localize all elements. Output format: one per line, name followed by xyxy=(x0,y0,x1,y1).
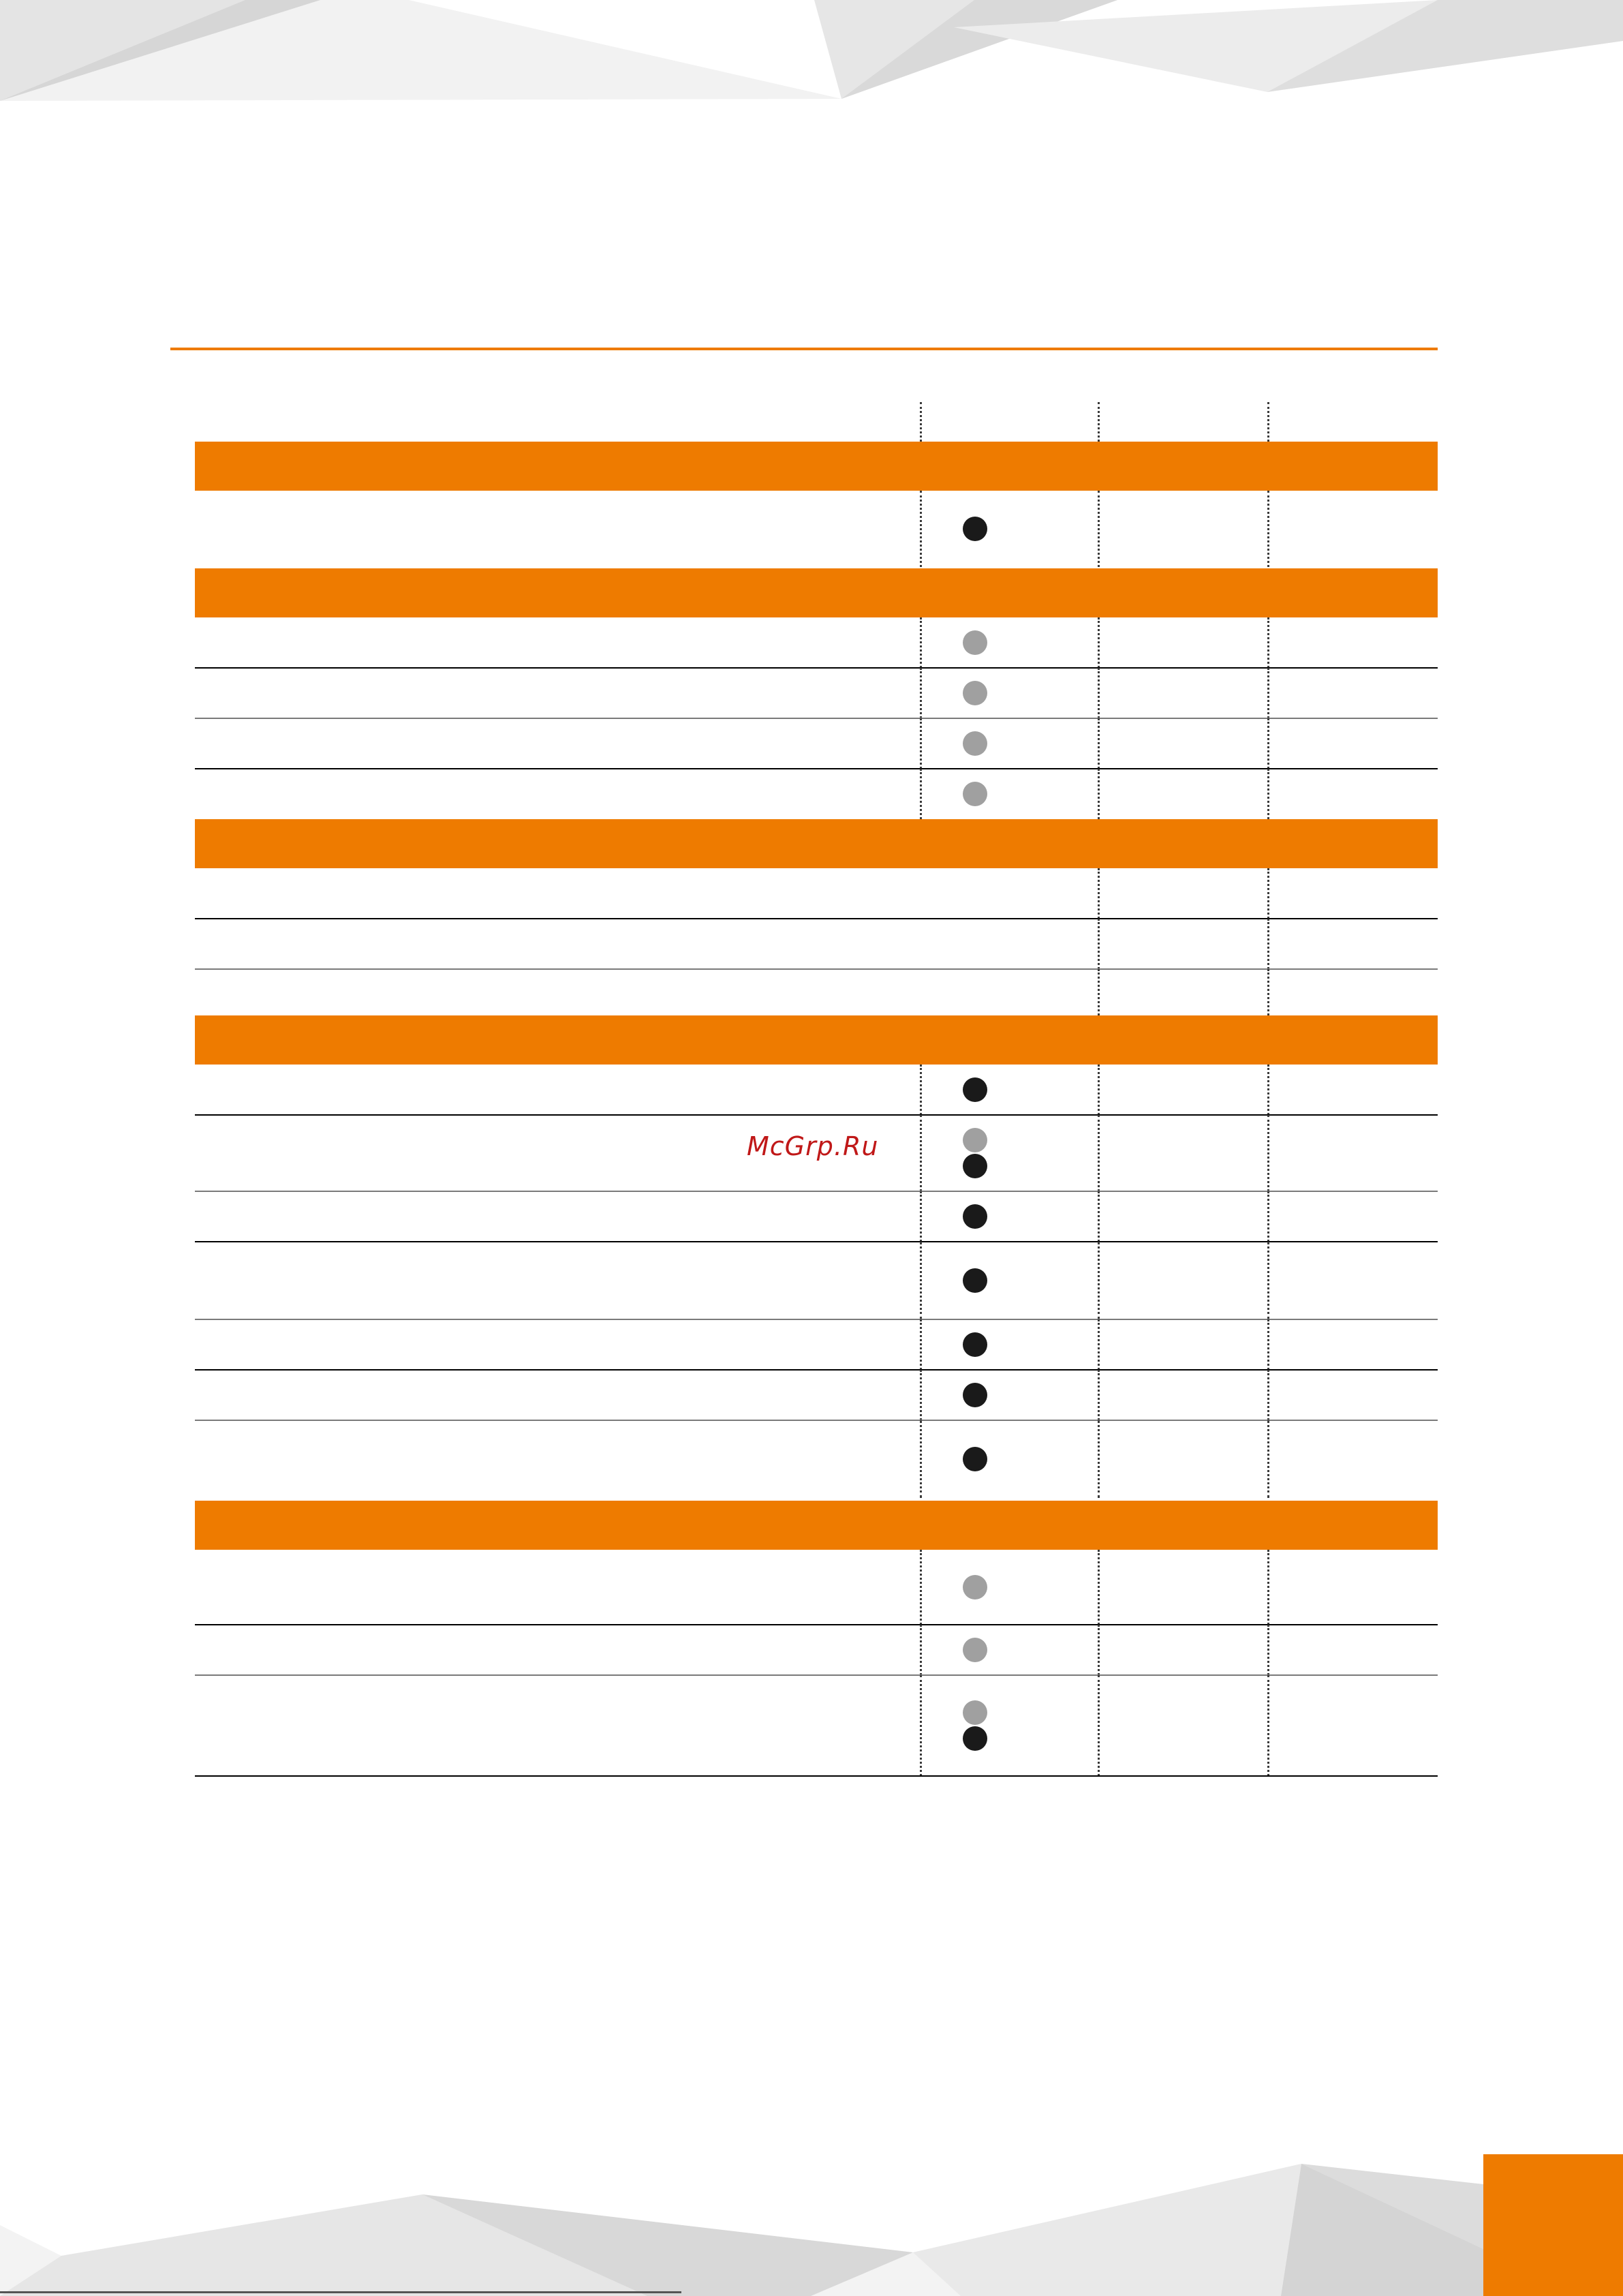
column-divider xyxy=(920,1115,922,1191)
column-divider xyxy=(1267,1242,1269,1319)
header-rule xyxy=(170,348,1438,350)
column-divider xyxy=(1098,769,1100,819)
row-separator xyxy=(195,1191,1438,1192)
row-separator xyxy=(195,768,1438,769)
column-divider xyxy=(1098,1191,1100,1242)
section-band-section-5 xyxy=(195,1501,1438,1550)
row-separator xyxy=(195,1369,1438,1371)
row-separator xyxy=(195,1319,1438,1320)
row-separator xyxy=(195,968,1438,970)
column-divider xyxy=(920,769,922,819)
column-divider xyxy=(1267,1191,1269,1242)
column-divider xyxy=(1098,491,1100,567)
column-divider xyxy=(1098,1625,1100,1675)
optional-dot xyxy=(963,1638,987,1662)
column-divider-col-1-header xyxy=(920,402,922,442)
row-separator xyxy=(195,1674,1438,1676)
included-dot xyxy=(963,1383,987,1407)
column-divider xyxy=(1267,1370,1269,1420)
optional-dot xyxy=(963,782,987,806)
column-divider xyxy=(1098,1420,1100,1498)
optional-dot xyxy=(963,630,987,655)
column-divider xyxy=(1267,919,1269,969)
row-separator xyxy=(195,667,1438,669)
row-separator xyxy=(195,1114,1438,1116)
column-divider xyxy=(1098,718,1100,769)
included-dot xyxy=(963,1077,987,1102)
column-divider xyxy=(1267,969,1269,1020)
column-divider xyxy=(920,668,922,718)
column-divider xyxy=(1267,769,1269,819)
column-divider xyxy=(1267,1420,1269,1498)
optional-dot xyxy=(963,731,987,756)
column-divider xyxy=(920,1370,922,1420)
included-dot xyxy=(963,1154,987,1178)
column-divider xyxy=(1267,1675,1269,1776)
column-divider xyxy=(1267,1319,1269,1370)
column-divider xyxy=(920,1319,922,1370)
included-dot xyxy=(963,1447,987,1471)
column-divider xyxy=(1098,969,1100,1020)
section-band-section-1 xyxy=(195,442,1438,491)
column-divider xyxy=(920,1550,922,1625)
row-separator xyxy=(195,1775,1438,1777)
column-divider xyxy=(1098,868,1100,919)
section-band-section-2 xyxy=(195,568,1438,617)
section-band-section-3 xyxy=(195,819,1438,868)
row-separator xyxy=(195,1624,1438,1625)
included-dot xyxy=(963,1332,987,1357)
included-dot xyxy=(963,517,987,541)
optional-dot xyxy=(963,1128,987,1152)
column-divider xyxy=(920,1420,922,1498)
column-divider xyxy=(920,1242,922,1319)
column-divider xyxy=(920,1191,922,1242)
page-corner-tab xyxy=(1483,2154,1623,2296)
column-divider xyxy=(920,1625,922,1675)
optional-dot xyxy=(963,681,987,705)
column-divider xyxy=(1267,1115,1269,1191)
column-divider xyxy=(1267,617,1269,668)
column-divider xyxy=(1098,668,1100,718)
column-divider xyxy=(920,491,922,567)
column-divider xyxy=(1267,668,1269,718)
optional-dot xyxy=(963,1575,987,1599)
column-divider xyxy=(920,1065,922,1115)
column-divider-col-2-header xyxy=(1098,402,1100,442)
row-separator xyxy=(195,1420,1438,1421)
column-divider xyxy=(1267,1065,1269,1115)
column-divider xyxy=(920,617,922,668)
column-divider xyxy=(1098,1550,1100,1625)
column-divider xyxy=(1267,718,1269,769)
watermark: McGrp.Ru xyxy=(747,1131,879,1161)
column-divider xyxy=(920,1675,922,1776)
column-divider xyxy=(1098,1675,1100,1776)
column-divider xyxy=(1098,919,1100,969)
column-divider xyxy=(1267,1625,1269,1675)
column-divider xyxy=(1098,1065,1100,1115)
row-separator xyxy=(195,918,1438,919)
included-dot xyxy=(963,1268,987,1293)
column-divider xyxy=(1098,1242,1100,1319)
row-separator xyxy=(195,1241,1438,1242)
column-divider-col-3-header xyxy=(1267,402,1269,442)
column-divider xyxy=(1098,1115,1100,1191)
column-divider xyxy=(1098,1319,1100,1370)
column-divider xyxy=(1267,491,1269,567)
column-divider xyxy=(1098,617,1100,668)
optional-dot xyxy=(963,1700,987,1725)
included-dot xyxy=(963,1726,987,1751)
column-divider xyxy=(1098,1370,1100,1420)
included-dot xyxy=(963,1204,987,1229)
row-separator xyxy=(195,718,1438,719)
column-divider xyxy=(920,718,922,769)
column-divider xyxy=(1267,868,1269,919)
section-band-section-4 xyxy=(195,1015,1438,1065)
column-divider xyxy=(1267,1550,1269,1625)
